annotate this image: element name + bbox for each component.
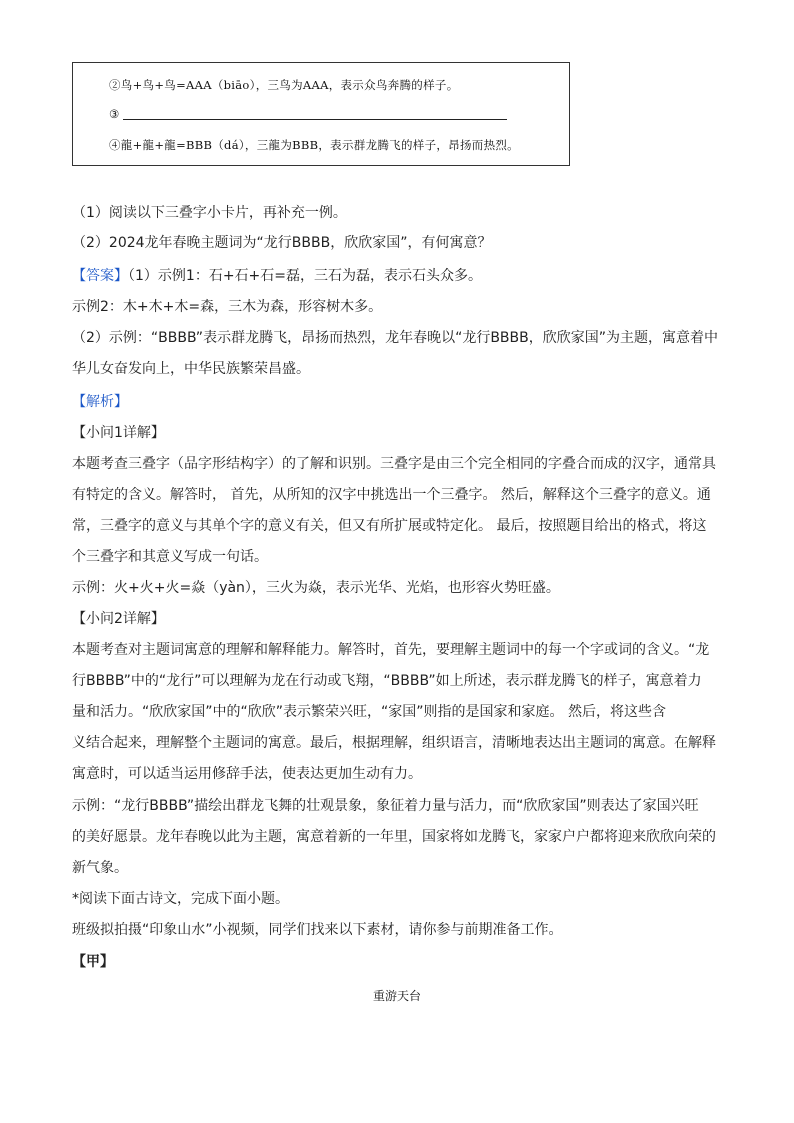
analysis-p1-example: 示例：火+火+火=焱（yàn），三火为焱，表示光华、光焰，也形容火势旺盛。 (72, 580, 560, 596)
analysis-p1-line-3: 常，三叠字的意义与其单个字的意义有关，但又有所扩展或特定化。 最后，按照题目给出的格式，将这 (72, 518, 707, 534)
question-2: （2）2024龙年春晚主题词为“龙行BBBB，欣欣家国”，有何寓意？ (72, 235, 492, 251)
character-card-box (72, 62, 570, 166)
analysis-p2-line-3: 量和活力。“欣欣家国”中的“欣欣”表示繁荣兴旺，“家国”则指的是国家和家庭。 然后，将这些含 (72, 704, 666, 720)
analysis-p1-line-4: 个三叠字和其意义写成一句话。 (72, 549, 268, 565)
analysis-p2-example-3: 新气象。 (72, 860, 128, 876)
section-jia: 【甲】 (72, 954, 114, 970)
analysis-p2-example-2: 的美好愿景。龙年春晚以此为主题，寓意着新的一年里，国家将如龙腾飞，家家户户都将迎来欣欣向荣的 (72, 829, 716, 845)
analysis-p2-example-1: 示例：“龙行BBBB”描绘出群龙飞舞的壮观景象，象征着力量与活力，而“欣欣家国”则表达了家国兴旺 (72, 798, 699, 814)
analysis-p1-line-2: 有特定的含义。解答时， 首先，从所知的汉字中挑选出一个三叠字。 然后，解释这个三叠字的意义。通 (72, 487, 711, 503)
sub-question-2-heading: 【小问2详解】 (72, 611, 165, 627)
answer-tag: 【答案】 (72, 268, 128, 284)
analysis-p2-line-5: 寓意时，可以适当运用修辞手法，使表达更加生动有力。 (72, 766, 422, 782)
card-line-2: ②鸟+鸟+鸟=AAA（biāo），三鸟为AAA，表示众鸟奔腾的样子。 (109, 78, 459, 92)
analysis-p2-line-4: 义结合起来，理解整个主题词的寓意。最后，根据理解，组织语言，清晰地表达出主题词的寓意。在解释 (72, 735, 716, 751)
analysis-p1-line-1: 本题考查三叠字（品字形结构字）的了解和识别。三叠字是由三个完全相同的字叠合而成的汉字，通常具 (72, 456, 716, 472)
answer-line-1 (72, 266, 482, 286)
video-task: 班级拟拍摄“印象山水”小视频，同学们找来以下素材，请你参与前期准备工作。 (72, 922, 563, 938)
analysis-p2-line-1: 本题考查对主题词寓意的理解和解释能力。解答时，首先，要理解主题词中的每一个字或词的含义。“龙 (72, 642, 710, 658)
reading-instruction: *阅读下面古诗文，完成下面小题。 (72, 891, 289, 907)
sub-question-1-heading: 【小问1详解】 (72, 425, 165, 441)
fill-in-blank-line (123, 119, 507, 120)
answer-line-3: （2）示例：“BBBB”表示群龙腾飞，昂扬而热烈，龙年春晚以“龙行BBBB，欣欣家国”为主题，寓意着中 (72, 330, 718, 346)
card-line-3-label: ③ (109, 107, 120, 121)
poem-title: 重游天台 (372, 989, 421, 1003)
answer-line-2: 示例2：木+木+木=森，三木为森，形容树木多。 (72, 299, 383, 315)
analysis-p2-line-2: 行BBBB”中的“龙行”可以理解为龙在行动或飞翔，“BBBB”如上所述，表示群龙腾飞的样子，寓意着力 (72, 673, 702, 689)
card-line-4: ④龍+龍+龍=BBB（dá），三龍为BBB，表示群龙腾飞的样子，昂扬而热烈。 (109, 138, 519, 152)
analysis-tag: 【解析】 (72, 394, 128, 410)
answer-text-1: （1）示例1：石+石+石=磊，三石为磊，表示石头众多。 (128, 268, 483, 284)
answer-line-4: 华儿女奋发向上，中华民族繁荣昌盛。 (72, 361, 310, 377)
question-1: （1）阅读以下三叠字小卡片，再补充一例。 (72, 205, 347, 221)
